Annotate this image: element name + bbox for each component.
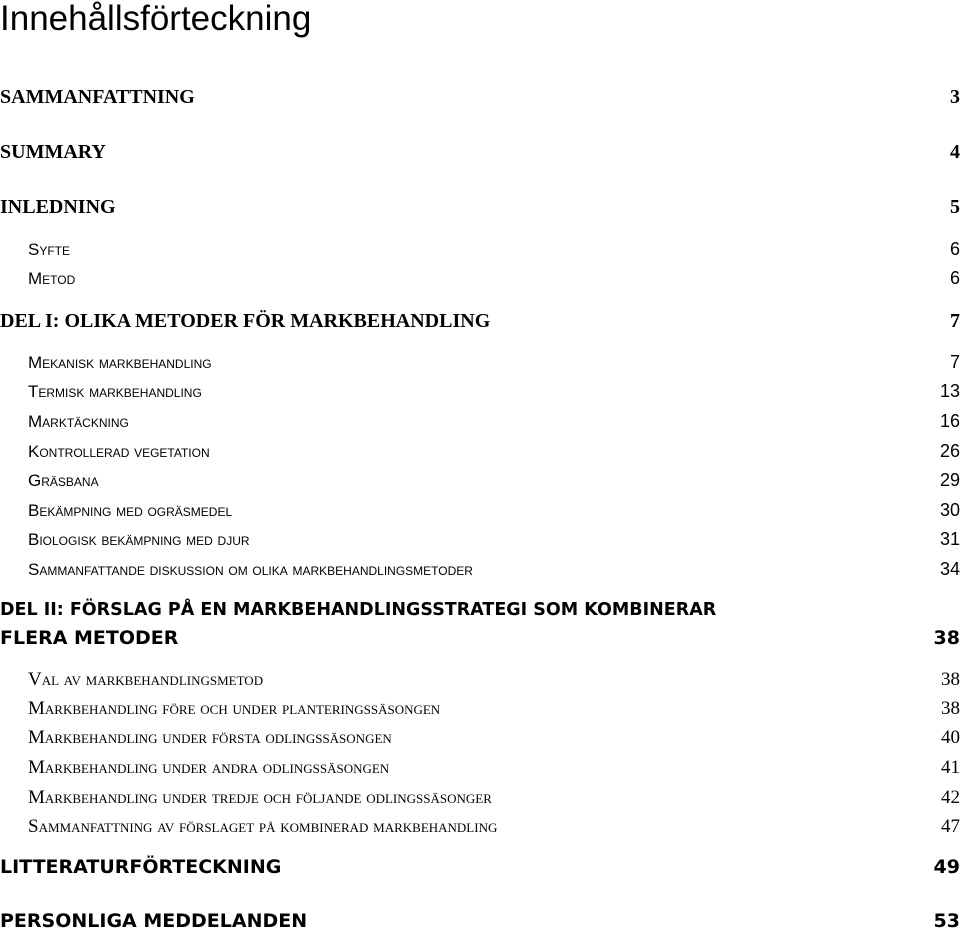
toc-entry-label: DEL I: OLIKA METODER FÖR MARKBEHANDLING [0,310,491,332]
toc-entry-page: 40 [941,727,960,748]
toc-entry-page: 4 [950,141,960,163]
toc-entry-label: Markbehandling under andra odlingssäsongen [28,757,390,778]
toc-entry-page: 53 [933,910,960,932]
toc-entry-fore-plantering[interactable] [28,696,960,722]
toc-entry-page: 38 [941,669,960,690]
toc-entry-page: 41 [941,757,960,778]
toc-entry-del-1[interactable] [0,308,960,334]
toc-entry-label: LITTERATURFÖRTECKNING [0,856,282,878]
toc-entry-grasbana[interactable] [28,467,960,493]
toc-entry-page: 49 [933,856,960,878]
toc-entry-summary[interactable] [0,139,960,165]
toc-entry-label: Markbehandling före och under planteringssäsongen [28,698,441,719]
toc-entry-page: 13 [939,381,960,401]
toc-entry-del-2[interactable] [0,625,960,651]
toc-entry-page: 26 [939,441,960,461]
toc-entry-page: 16 [939,411,960,431]
toc-entry-ograsmedel[interactable] [28,497,960,523]
toc-entry-label: Syfte [28,240,71,259]
toc-entry-andra[interactable] [28,755,960,781]
toc-entry-page: 34 [939,559,960,579]
toc-entry-page: 38 [933,627,960,649]
toc-entry-kontrollerad[interactable] [28,438,960,464]
toc-entry-label: Marktäckning [28,412,129,431]
toc-entry-page: 3 [950,86,960,108]
toc-entry-label: Metod [28,269,76,288]
toc-entry-label: SAMMANFATTNING [0,86,195,108]
toc-entry-biologisk[interactable] [28,526,960,552]
toc-entry-label: Termisk markbehandling [28,382,202,401]
toc-entry-page: 6 [949,239,960,259]
toc-entry-page: 47 [941,816,960,837]
toc-entry-page: 30 [939,500,960,520]
toc-entry-label: Mekanisk markbehandling [28,353,212,372]
toc-entry-mekanisk[interactable] [28,349,960,375]
page-title: Innehållsförteckning [0,0,312,38]
toc-entry-label: Sammanfattande diskussion om olika markbehandlingsmetoder [28,560,473,579]
toc-entry-label: SUMMARY [0,141,106,163]
toc-entry-page: 42 [941,787,960,808]
toc-entry-tredje[interactable] [28,785,960,811]
toc-entry-label: Kontrollerad vegetation [28,442,210,461]
toc-entry-del-2-line1[interactable]: DEL II: FÖRSLAG PÅ EN MARKBEHANDLINGSSTRATEGI SOM KOMBINERAR [0,600,717,620]
toc-entry-label: Bekämpning med ogräsmedel [28,501,233,520]
toc-entry-page: 5 [950,196,960,218]
toc-entry-label: Gräsbana [28,471,99,490]
toc-entry-personliga[interactable] [0,908,960,934]
toc-entry-syfte[interactable] [28,236,960,262]
toc-entry-label: Markbehandling under första odlingssäsongen [28,727,392,748]
toc-entry-page: 7 [950,310,960,332]
toc-entry-metod[interactable] [28,265,960,291]
toc-entry-sammanfattning-forslag[interactable] [28,814,960,840]
toc-entry-forsta[interactable] [28,725,960,751]
toc-entry-label: INLEDNING [0,196,116,218]
toc-entry-page: 6 [949,268,960,288]
toc-entry-label: FLERA METODER [0,627,179,649]
toc-entry-page: 38 [941,698,960,719]
toc-entry-label: PERSONLIGA MEDDELANDEN [0,910,308,932]
toc-entry-page: 31 [939,529,960,549]
toc-entry-page: 7 [949,352,960,372]
toc-entry-sammanfattande[interactable] [28,556,960,582]
toc-entry-marktackning[interactable] [28,408,960,434]
toc-entry-termisk[interactable] [28,378,960,404]
toc-entry-page: 29 [939,470,960,490]
toc-entry-val[interactable] [28,667,960,693]
toc-entry-sammanfattning[interactable] [0,84,960,110]
toc-entry-inledning[interactable] [0,194,960,220]
toc-entry-label: Val av markbehandlingsmetod [28,669,264,690]
toc-entry-label: Biologisk bekämpning med djur [28,530,250,549]
toc-entry-label: Markbehandling under tredje och följande odlingssäsonger [28,787,492,808]
toc-entry-label: Sammanfattning av förslaget på kombinerad markbehandling [28,816,498,837]
toc-entry-litteratur[interactable] [0,854,960,880]
